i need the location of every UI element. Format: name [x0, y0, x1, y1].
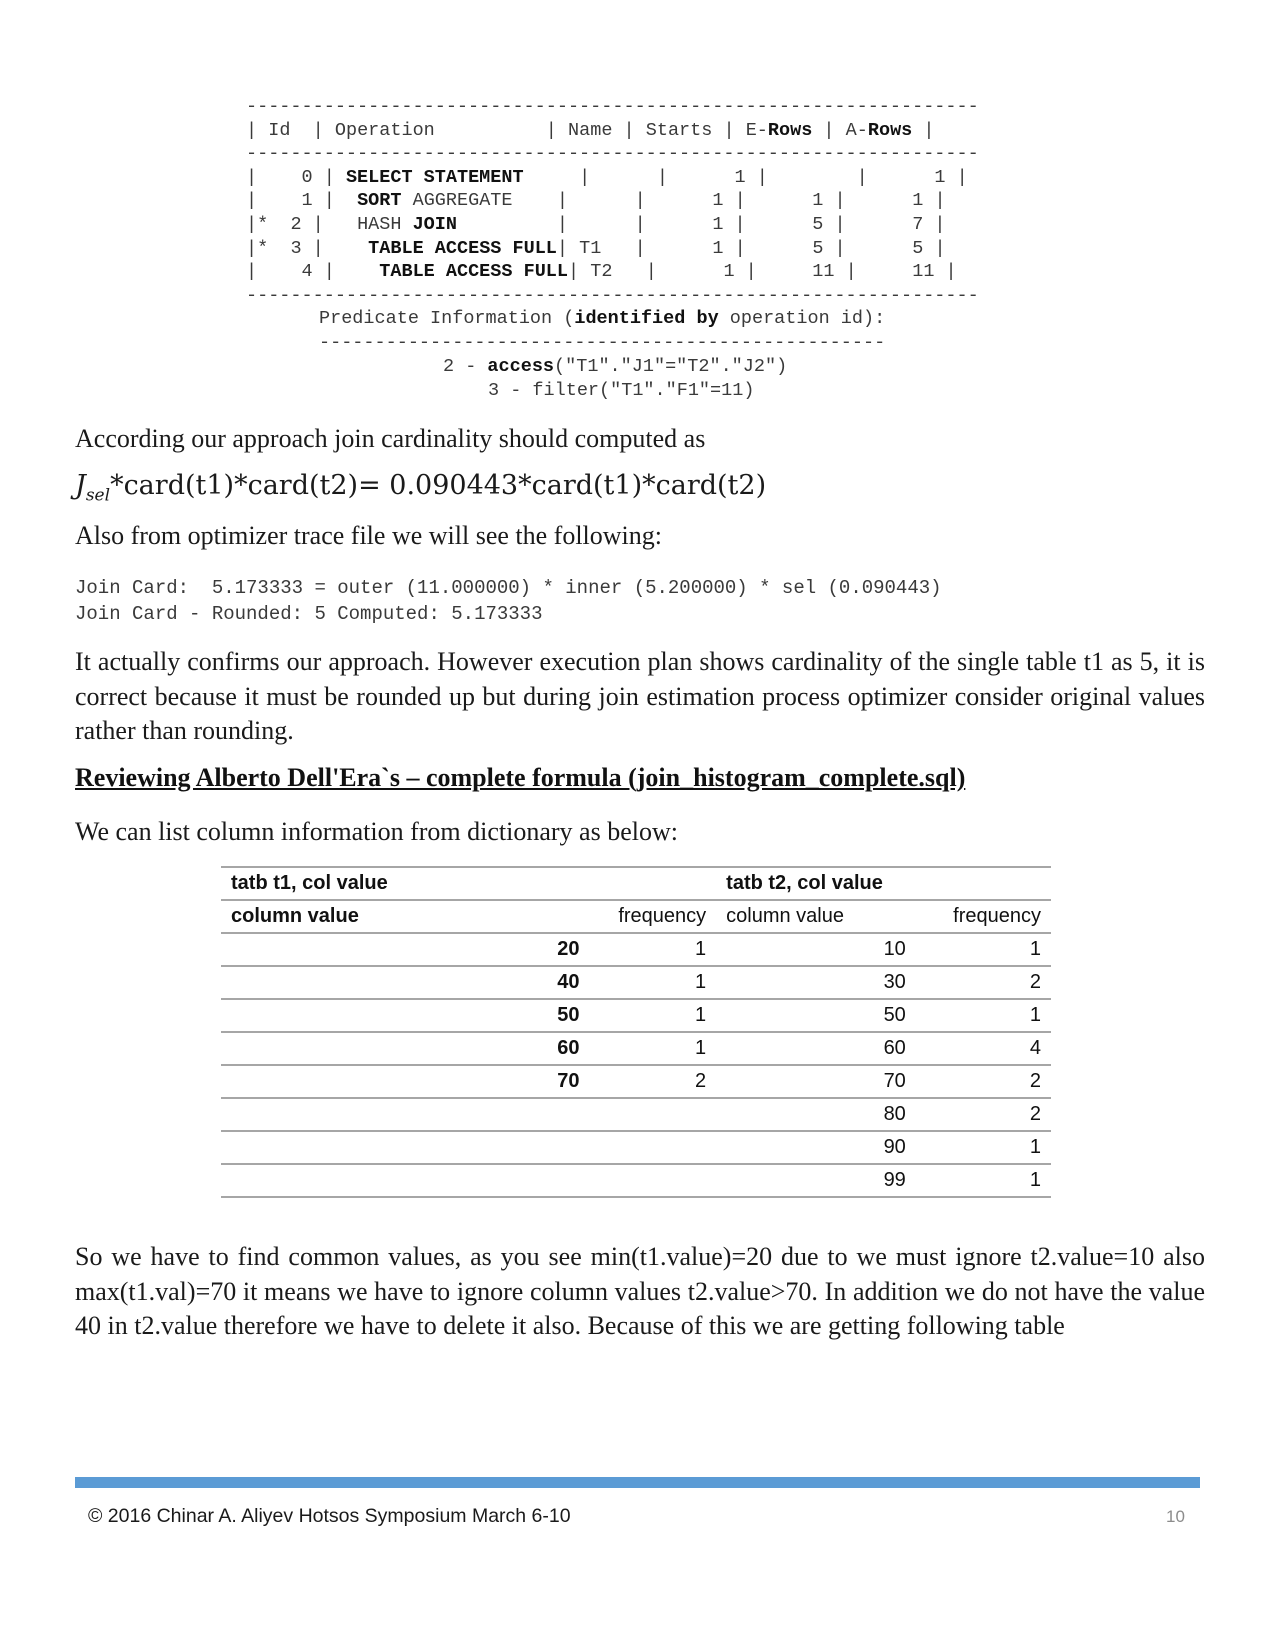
table-title-row [221, 867, 1051, 900]
plan-separator-top: ------------------------------------------------------------------ [246, 96, 979, 117]
predicate-line-1: 2 - access("T1"."J1"="T2"."J2") [443, 356, 788, 377]
footer-bar [75, 1477, 1200, 1488]
plan-row: | 0 | SELECT STATEMENT | | 1 | | 1 | [246, 166, 968, 188]
paragraph-common-values: So we have to find common values, as you see min(t1.value)=20 due to we must ignore t2.value=10 also max(t1.val)=70 it means we have to ignore column values t2.value>70. In addition we do not have the value 40 in t2.value therefore we have to delete it also. Because of this we are getting following table [75, 1242, 1205, 1340]
histogram-table [221, 866, 1051, 1198]
execution-plan [246, 95, 979, 307]
t2-title: tatb t2, col value [716, 867, 1051, 900]
optimizer-trace [75, 575, 942, 627]
footer-copyright: © 2016 Chinar A. Aliyev Hotsos Symposium March 6-10 [88, 1505, 571, 1527]
plan-separator-mid: ------------------------------------------------------------------ [246, 143, 979, 165]
table-row: 99 1 [221, 1164, 1051, 1197]
plan-header-row: | Id | Operation | Name | Starts | E-Rows | A-Rows | [246, 119, 935, 141]
trace-line-1: Join Card: 5.173333 = outer (11.000000) * inner (5.200000) * sel (0.090443) [75, 577, 942, 599]
plan-row: |* 3 | TABLE ACCESS FULL| T1 | 1 | 5 | 5 | [246, 237, 946, 259]
table-row: 90 1 [221, 1131, 1051, 1164]
predicate-line-2: 3 - filter("T1"."F1"=11) [488, 380, 755, 401]
paragraph-trace-intro: Also from optimizer trace file we will see the following: [75, 521, 662, 550]
t2-frequency-header: frequency [916, 900, 1051, 933]
table-row: 60 1 60 4 [221, 1032, 1051, 1065]
t1-column-value-header: column value [221, 900, 464, 933]
predicate-title: Predicate Information (identified by operation id): [319, 308, 886, 329]
table-row: 40 1 30 2 [221, 966, 1051, 999]
table-row: 50 1 50 1 [221, 999, 1051, 1032]
paragraph-approach: According our approach join cardinality should computed as [75, 424, 706, 453]
plan-row: |* 2 | HASH JOIN | | 1 | 5 | 7 | [246, 213, 946, 235]
t1-title: tatb t1, col value [221, 867, 716, 900]
predicate-separator: --------------------------------------------------- [319, 332, 886, 353]
paragraph-dictionary: We can list column information from dictionary as below: [75, 817, 678, 846]
t1-frequency-header: frequency [589, 900, 716, 933]
table-header-row [221, 900, 1051, 933]
table-row: 20 1 10 1 [221, 933, 1051, 966]
join-selectivity-formula: $J_{sel}*card(t1)*card(t2)=$ 0.090443*card(t1)*card(t2) [75, 470, 767, 506]
table-row: 70 2 70 2 [221, 1065, 1051, 1098]
paragraph-confirmation: It actually confirms our approach. However execution plan shows cardinality of the single table t1 as 5, it is correct because it must be rounded up but during join estimation process optimizer consider original values rather than rounding. [75, 647, 1205, 745]
table-row: 80 2 [221, 1098, 1051, 1131]
plan-row: | 4 | TABLE ACCESS FULL| T2 | 1 | 11 | 11 | [246, 261, 957, 283]
page-number: 10 [1166, 1507, 1185, 1526]
plan-row: | 1 | SORT AGGREGATE | | 1 | 1 | 1 | [246, 190, 946, 212]
plan-separator-bottom: ------------------------------------------------------------------ [246, 284, 979, 306]
trace-line-2: Join Card - Rounded: 5 Computed: 5.173333 [75, 603, 543, 625]
section-heading: Reviewing Alberto Dell'Era`s – complete formula (join_histogram_complete.sql) [75, 763, 966, 792]
t2-column-value-header: column value [716, 900, 916, 933]
